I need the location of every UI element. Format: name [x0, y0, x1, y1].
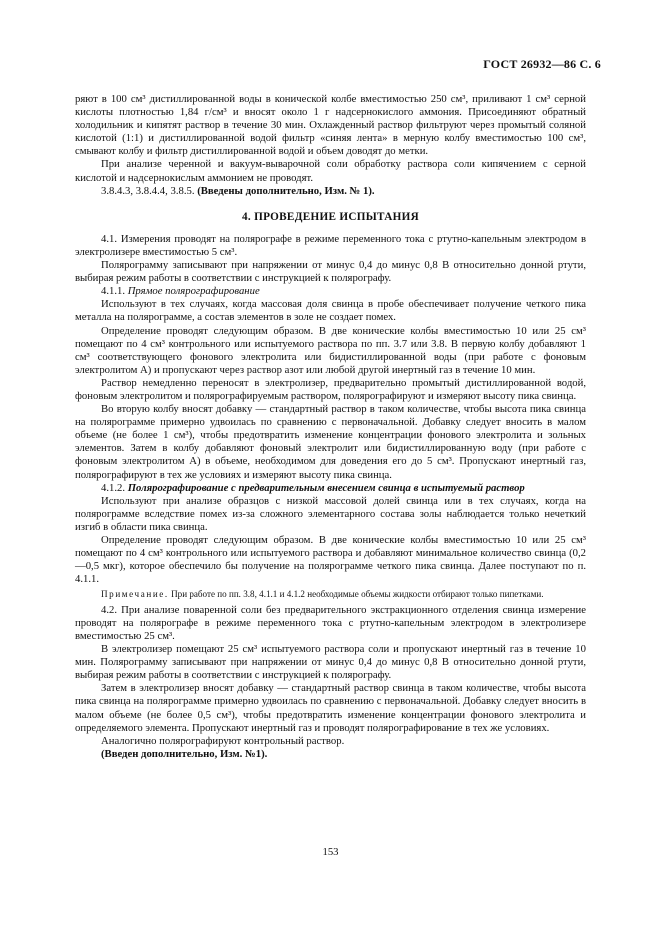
amendment-text: (Введены дополнительно, Изм. № 1).	[197, 184, 375, 197]
paragraph-4-1-b: Полярограмму записывают при напряжении от минус 0,4 до минус 0,8 В относительно донной ртути, выбирая режим работы в соответствии с инструкцией к полярографу.	[75, 259, 586, 285]
paragraph-4-1-1-p3: Раствор немедленно переносят в электролизер, предварительно промытый дистиллированной водой, фоновым электролитом и полярографируемым раствором, полярографируют и измеряют высоту пика свинца.	[75, 376, 586, 402]
amendment-note-4-2: (Введен дополнительно, Изм. №1).	[101, 747, 268, 760]
paragraph-4-1-2-p1: Используют при анализе образцов с низкой массовой долей свинца или в тех случаях, когда на полярограмме вследствие помех из-за сложного элементарного состава золы наблюдается только нечеткий изгиб в области пика свинца.	[75, 494, 586, 533]
paragraph-4-1: 4.1. Измерения проводят на полярографе в режиме переменного тока с ртутно-капельным электродом в электролизере вместимостью 5 см³.	[75, 232, 586, 258]
paragraph-4-2-p1: 4.2. При анализе поваренной соли без предварительного экстракционного отделения свинца измерение проводят на полярографе в режиме переменного тока с ртутно-капельным электродом в электролизере вместимостью 25 см³.	[75, 603, 586, 642]
subsection-title: Полярографирование с предварительным внесением свинца в испытуемый раствор	[127, 481, 525, 494]
paragraph-4-2-p2: В электролизер помещают 25 см³ испытуемого раствора соли и пропускают инертный газ в течение 10 мин. Полярограмму записывают при напряжении от минус 0,4 до минус 0,8 В относительно донной ртути, выбирая режим работы в соответствии с инструкцией к полярографу.	[75, 643, 586, 682]
paragraph-intro-2: При анализе черенной и вакуум-выварочной соли обработку раствора соли кипячением с серной кислотой и надсернокислым аммонием не проводят.	[75, 158, 586, 184]
paragraph-4-1-1-p1: Используют в тех случаях, когда массовая доля свинца в пробе обеспечивает получение четкого пика металла на полярограмме, а состав элементов в золе не создает помех.	[75, 298, 586, 324]
subsection-4-1-2-heading	[75, 482, 586, 495]
paragraph-intro-1: ряют в 100 см³ дистиллированной воды в конической колбе вместимостью 250 см³, приливают 1 см³ серной кислоты плотностью 1,84 г/см³ и вносят около 1 г надсернокислого аммония. Присоединяют обратный холодильник и кипятят раствор в течение 30 мин. Охлажденный раствор фильтруют через промытый соляной кислотой (1:1) и дистиллированной водой фильтр «синяя лента» в мерную колбу вместимостью 100 см³, смывают колбу и фильтр дистиллированной водой и объем доводят до метки.	[75, 93, 586, 158]
note-text: При работе по пп. 3.8, 4.1.1 и 4.1.2 необходимые объемы жидкости отбирают только пипетками.	[168, 589, 544, 600]
document-body	[75, 93, 586, 761]
note-label: Примечание.	[101, 589, 169, 600]
subsection-title: Прямое полярографирование	[127, 285, 260, 298]
subsection-number: 4.1.2.	[101, 481, 128, 494]
paragraph-4-2-p4: Аналогично полярографируют контрольный раствор.	[101, 734, 345, 747]
paragraph-4-1-2-p2: Определение проводят следующим образом. В две конические колбы вместимостью 10 или 25 см³ помещают по 4 см³ контрольного или испытуемого раствора и добавляют минимальное количество свинца (0,2—0,5 мкг), которое обеспечило бы получение на полярограмме четкого пика свинца. Далее поступают по п. 4.1.1.	[75, 534, 586, 586]
amendment-refs: 3.8.4.3, 3.8.4.4, 3.8.5.	[101, 184, 198, 197]
subsection-4-1-1-heading	[75, 285, 586, 298]
paragraph-4-1-1-p4: Во вторую колбу вносят добавку — стандартный раствор в таком количестве, чтобы высота пика свинца на полярограмме примерно удвоилась по сравнению с первоначальной. Добавку следует вносить в малом объеме (не более 1 см³), чтобы предотвратить изменение концентрации фонового электролита и зольных элементов. Затем в колбу добавляют фоновый электролит или бидистиллированную воду (при работе с фоновым электролитом А) в объеме, необходимом для доведения его до 5 см³. Пропускают инертный газ, полярографируют в тех же условиях и измеряют высоту пика свинца.	[75, 403, 586, 481]
note	[75, 589, 586, 600]
amendment-note-3-8	[75, 185, 586, 198]
paragraph-4-1-1-p2: Определение проводят следующим образом. В две конические колбы вместимостью 10 или 25 см³ помещают по 4 см³ контрольного или испытуемого раствора по пп. 3.7 или 3.8. В первую колбу добавляют 1 см³ соответствующего фонового электролита или бидистиллированной воды (при работе с фоновым электролитом А) и пропускают через раствор азот или любой другой инертный газ в течение 10 мин.	[75, 324, 586, 376]
paragraph-4-2-p3: Затем в электролизер вносят добавку — стандартный раствор свинца в таком количестве, чтобы высота пика свинца на полярограмме примерно удвоилась по сравнению с первоначальной. Добавку следует вносить в малом объеме (не более 0,5 см³), чтобы предотвратить изменение концентрации фонового электролита и определяемого элемента. Пропускают инертный газ и проводят полярографирование в тех же условиях.	[75, 682, 586, 734]
page-number: 153	[322, 846, 339, 858]
page-header: ГОСТ 26932—86 С. 6	[483, 57, 601, 71]
section-title: 4. ПРОВЕДЕНИЕ ИСПЫТАНИЯ	[242, 210, 419, 223]
subsection-number: 4.1.1.	[101, 285, 128, 298]
